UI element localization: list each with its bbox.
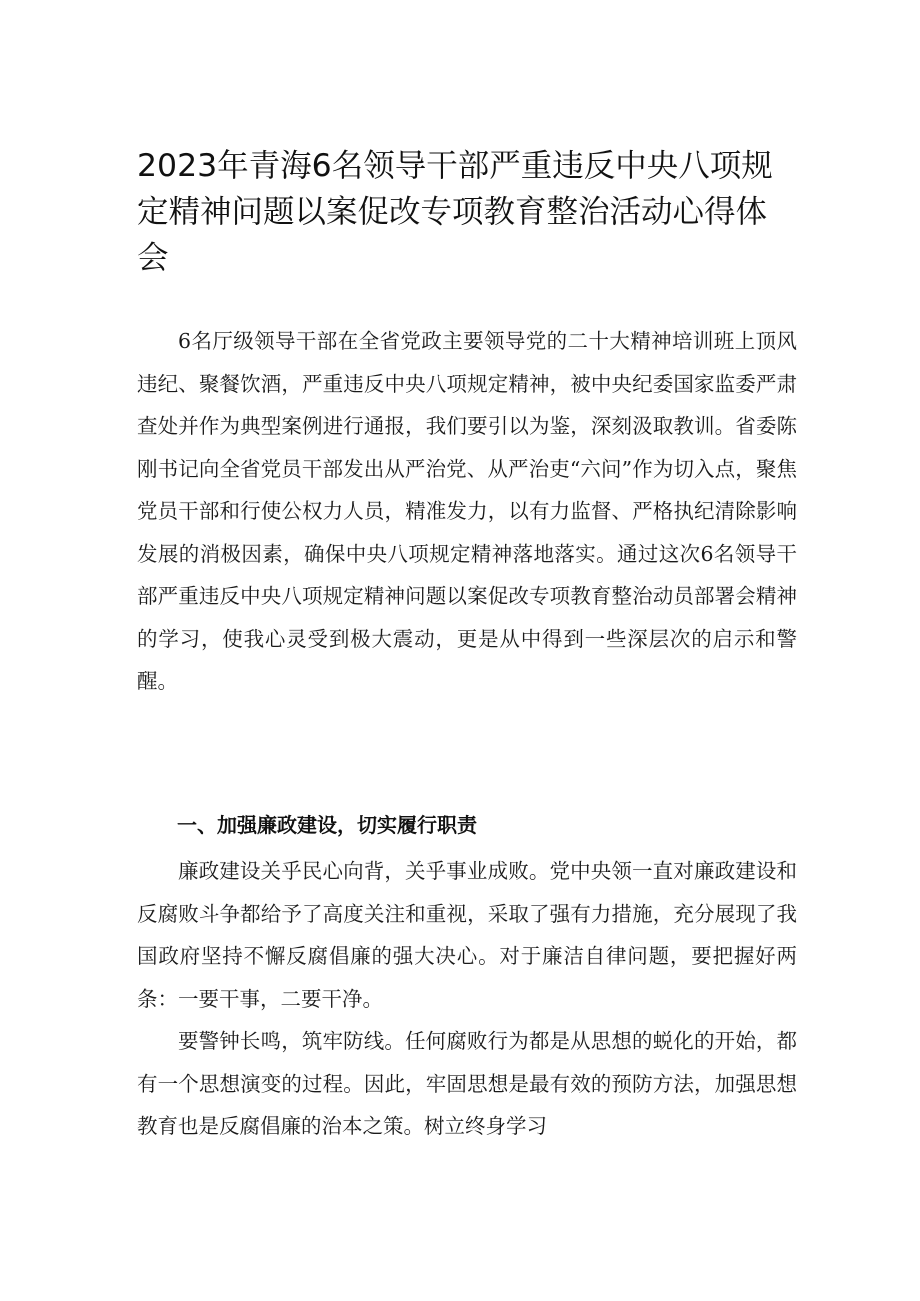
document-title: 2023年青海6名领导干部严重违反中央八项规定精神问题以案促改专项教育整治活动心得体会	[137, 148, 773, 276]
paragraph-intro: 6名厅级领导干部在全省党政主要领导党的二十大精神培训班上顶风违纪、聚餐饮酒，严重违反中央八项规定精神，被中央纪委国家监委严肃查处并作为典型案例进行通报，我们要引以为鉴，深刻汲取教训。省委陈刚书记向全省党员干部发出从严治党、从严治吏“六问”作为切入点，聚焦党员干部和行使公权力人员，精准发力，以有力监督、严格执纪清除影响发展的消极因素，确保中央八项规定精神落地落实。通过这次6名领导干部严重违反中央八项规定精神问题以案促改专项教育整治动员部署会精神的学习，使我心灵受到极大震动，更是从中得到一些深层次的启示和警醒。	[137, 329, 797, 693]
paragraph-section1-body: 廉政建设关乎民心向背，关乎事业成败。党中央领一直对廉政建设和反腐败斗争都给予了高度关注和重视，采取了强有力措施，充分展现了我国政府坚持不懈反腐倡廉的强大决心。对于廉洁自律问题，要把握好两条：一要干事，二要干净。	[137, 859, 797, 1011]
section-heading-1: 一、加强廉政建设，切实履行职责	[177, 813, 477, 837]
paragraph-section1-body-2: 要警钟长鸣，筑牢防线。任何腐败行为都是从思想的蜕化的开始，都有一个思想演变的过程。因此，牢固思想是最有效的预防方法，加强思想教育也是反腐倡廉的治本之策。树立终身学习	[137, 1029, 797, 1138]
